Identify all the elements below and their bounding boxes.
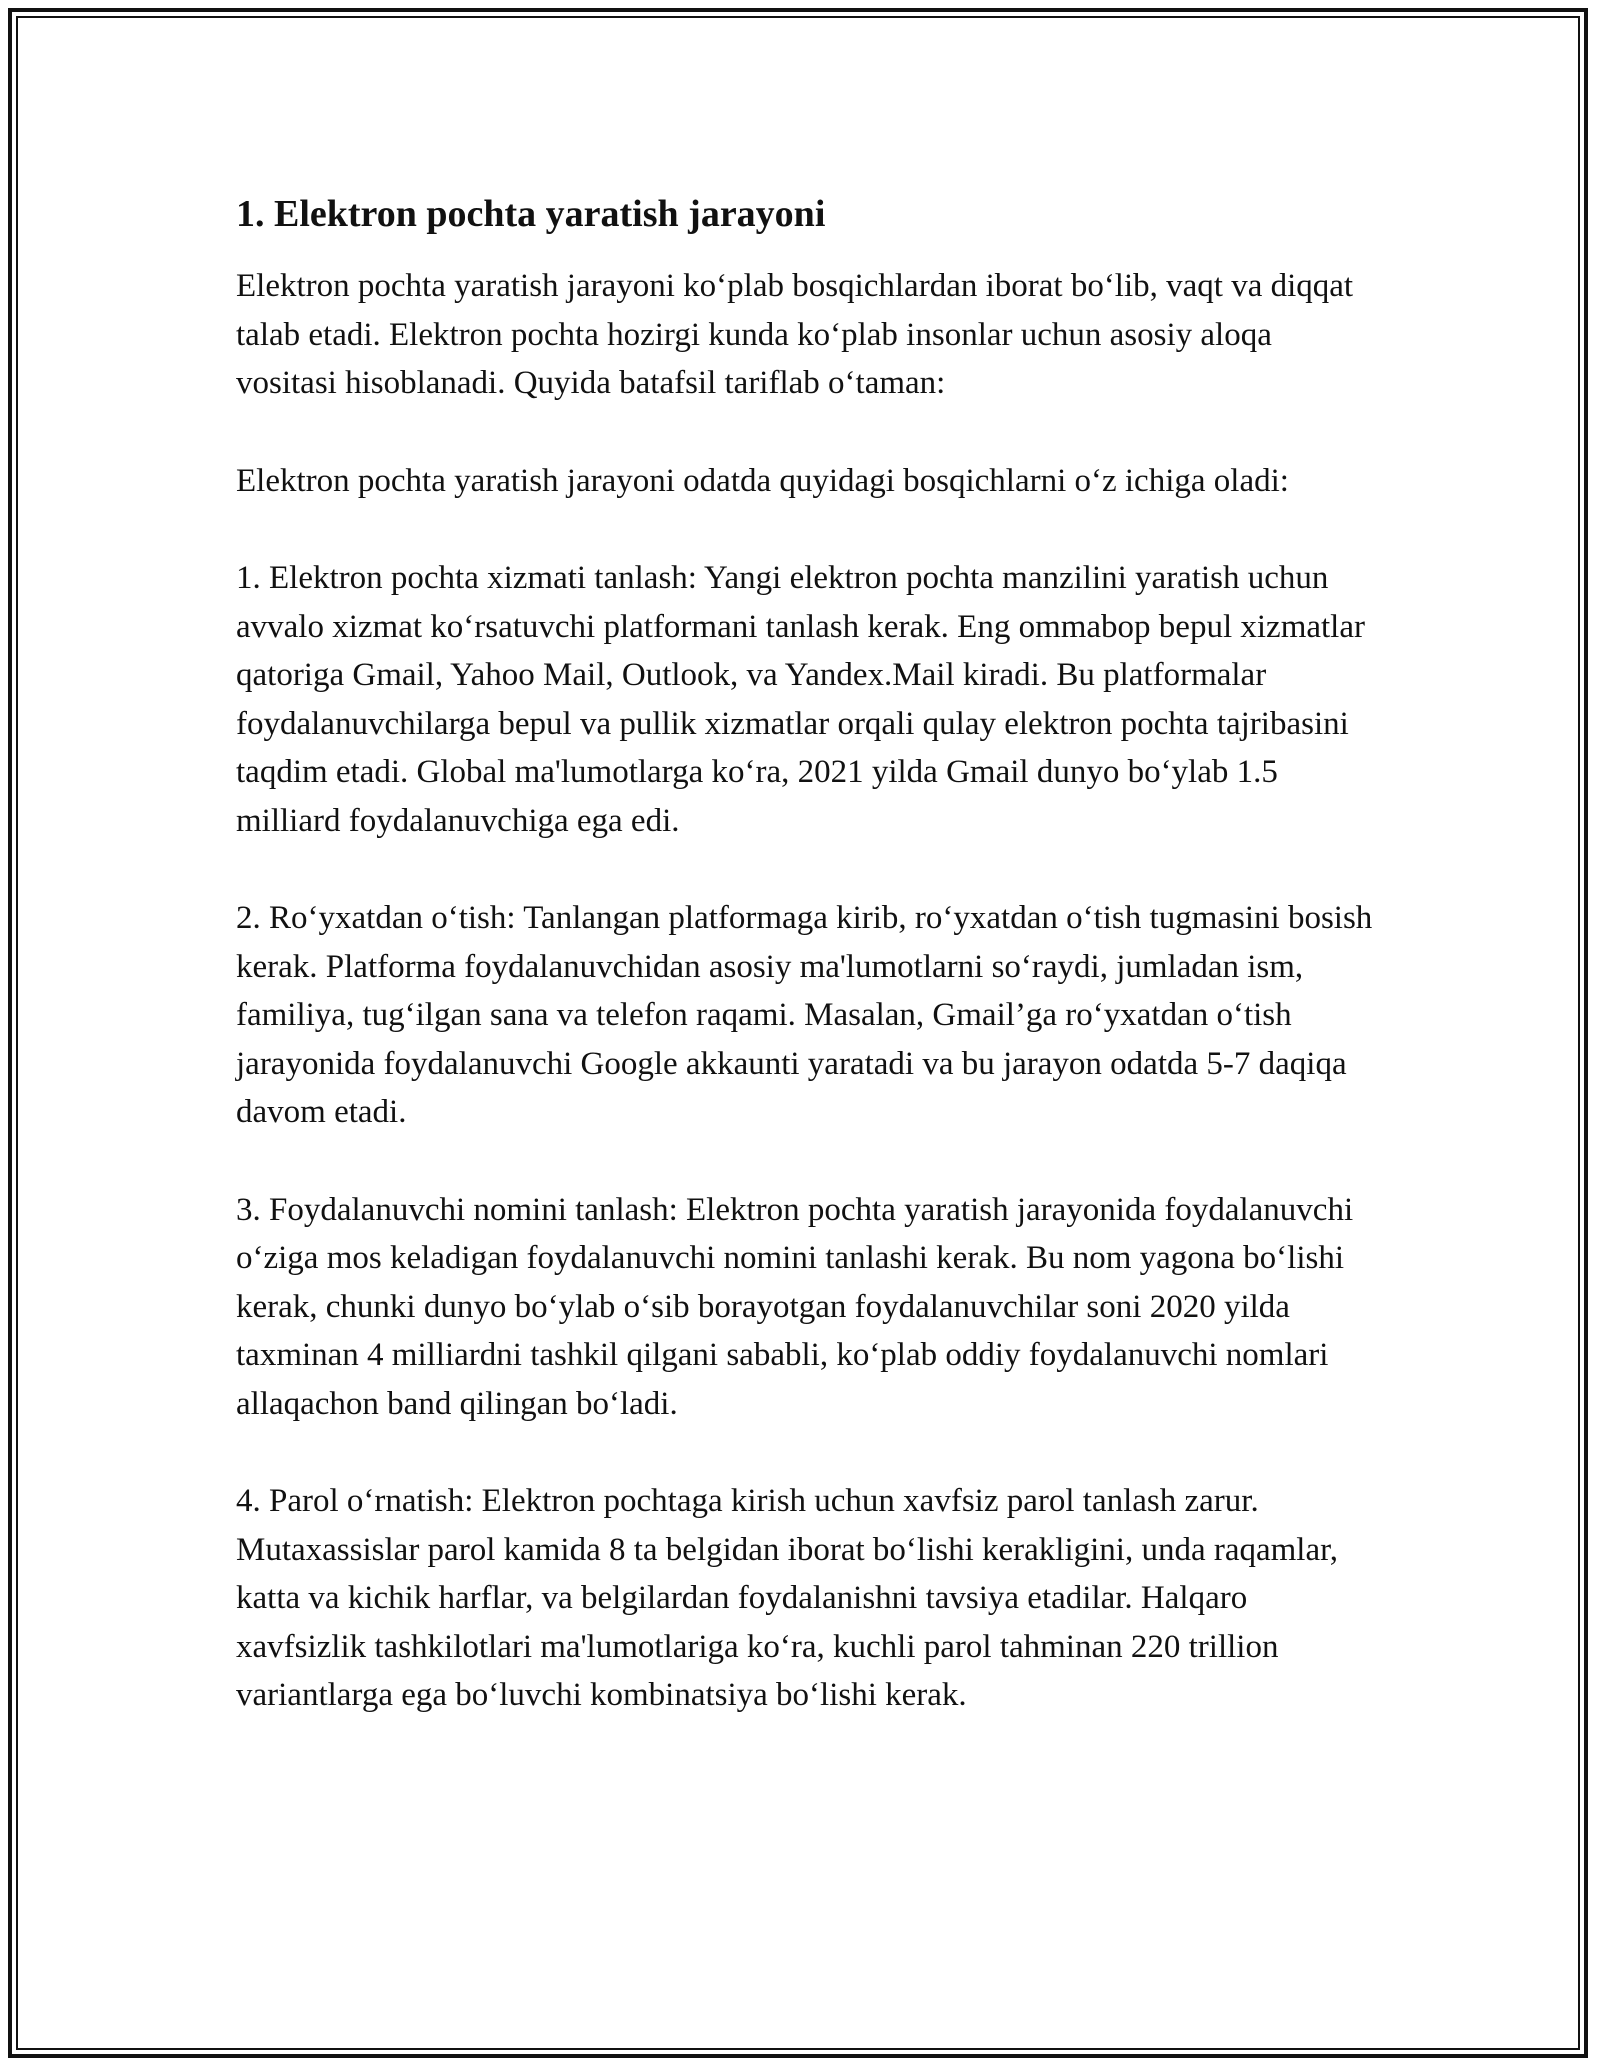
step-1-paragraph: 1. Elektron pochta xizmati tanlash: Yangi elektron pochta manzilini yaratish uchun avvalo xizmat ko‘rsatuvchi platformani tanlash kerak. Eng ommabop bepul xizmatlar qatoriga Gmail, Yahoo Mail, Outlook, va Yandex.Mail kiradi. Bu platformalar foydalanuvchilarga bepul va pullik xizmatlar orqali qulay elektron pochta tajribasini taqdim etadi. Global ma'lumotlarga ko‘ra, 2021 yilda Gmail dunyo bo‘ylab 1.5 milliard foydalanuvchiga ega edi. xyxy=(236,560,1365,839)
section-heading: 1. Elektron pochta yaratish jarayoni xyxy=(236,193,826,235)
step-3-paragraph: 3. Foydalanuvchi nomini tanlash: Elektron pochta yaratish jarayonida foydalanuvchi o‘ziga mos keladigan foydalanuvchi nomini tanlashi kerak. Bu nom yagona bo‘lishi kerak, chunki dunyo bo‘ylab o‘sib borayotgan foydalanuvchilar soni 2020 yilda taxminan 4 milliardni tashkil qilgani sababli, ko‘plab oddiy foydalanuvchi nomlari allaqachon band qilingan bo‘ladi. xyxy=(236,1191,1354,1422)
stages-intro-paragraph: Elektron pochta yaratish jarayoni odatda quyidagi bosqichlarni o‘z ichiga oladi: xyxy=(236,462,1289,499)
step-2-paragraph: 2. Ro‘yxatdan o‘tish: Tanlangan platformaga kirib, ro‘yxatdan o‘tish tugmasini bosish kerak. Platforma foydalanuvchidan asosiy ma'lumotlarni so‘raydi, jumladan ism, familiya, tug‘ilgan sana va telefon raqami. Masalan, Gmail’ga ro‘yxatdan o‘tish jarayonida foydalanuvchi Google akkaunti yaratadi va bu jarayon odatda 5-7 daqiqa davom etadi. xyxy=(236,900,1373,1130)
step-4-paragraph: 4. Parol o‘rnatish: Elektron pochtaga kirish uchun xavfsiz parol tanlash zarur. Mutaxassislar parol kamida 8 ta belgidan iborat bo‘lishi kerakligini, unda raqamlar, katta va kichik harflar, va belgilardan foydalanishni tavsiya etadilar. Halqaro xavfsizlik tashkilotlari ma'lumotlariga ko‘ra, kuchli parol tahminan 220 trillion variantlarga ega bo‘luvchi kombinatsiya bo‘lishi kerak. xyxy=(236,1483,1339,1713)
intro-paragraph: Elektron pochta yaratish jarayoni ko‘plab bosqichlardan iborat bo‘lib, vaqt va diqqat talab etadi. Elektron pochta hozirgi kunda ko‘plab insonlar uchun asosiy aloqa vositasi hisoblanadi. Quyida batafsil tariflab o‘taman: xyxy=(236,268,1354,401)
document-body xyxy=(236,190,1376,1769)
